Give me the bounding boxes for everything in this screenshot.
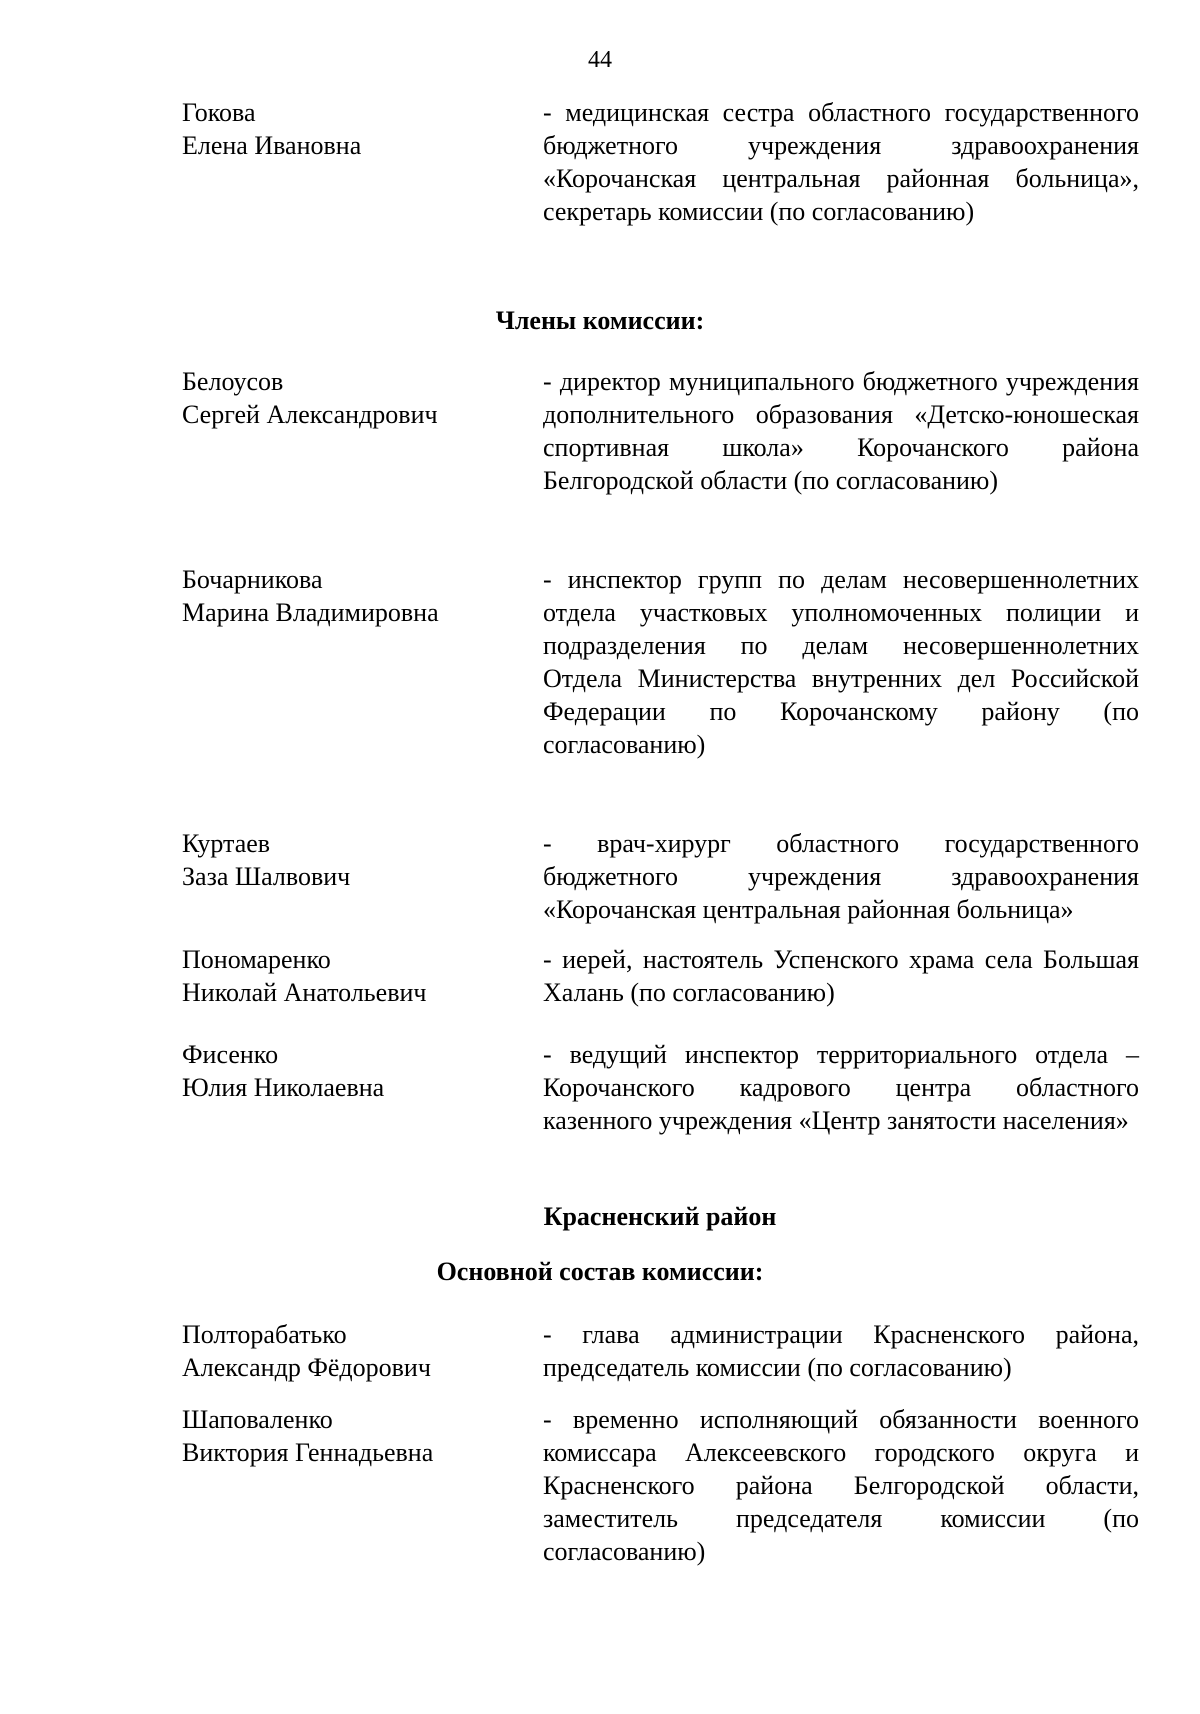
member-name: [182, 943, 512, 1009]
member-given-name: Заза Шалвович: [182, 862, 351, 891]
member-surname: Полторабатько: [182, 1320, 347, 1349]
district-heading: Красненский район: [543, 1202, 777, 1231]
member-name: [182, 563, 512, 629]
member-role: - медицинская сестра областного государственного бюджетного учреждения здравоохранения «Корочанская центральная районная больница», секретарь комиссии (по согласованию): [543, 98, 1139, 226]
member-given-name: Александр Фёдорович: [182, 1353, 431, 1382]
member-role: - директор муниципального бюджетного учреждения дополнительного образования «Детско-юношеская спортивная школа» Корочанского района Белгородской области (по согласованию): [543, 367, 1139, 495]
member-name: [182, 827, 512, 893]
member-surname: Белоусов: [182, 367, 284, 396]
member-role: - ведущий инспектор территориального отдела – Корочанского кадрового центра областного казенного учреждения «Центр занятости населения»: [543, 1040, 1139, 1135]
member-surname: Пономаренко: [182, 945, 331, 974]
member-given-name: Елена Ивановна: [182, 131, 362, 160]
main-composition-heading: Основной состав комиссии:: [436, 1257, 764, 1286]
member-given-name: Сергей Александрович: [182, 400, 438, 429]
member-role: - иерей, настоятель Успенского храма села Большая Халань (по согласованию): [543, 945, 1139, 1007]
member-given-name: Николай Анатольевич: [182, 978, 427, 1007]
member-surname: Шаповаленко: [182, 1405, 333, 1434]
member-given-name: Юлия Николаевна: [182, 1073, 385, 1102]
member-given-name: Марина Владимировна: [182, 598, 439, 627]
member-name: [182, 1318, 512, 1384]
member-role: - инспектор групп по делам несовершеннолетних отдела участковых уполномоченных полиции и подразделения по делам несовершеннолетних Отдела Министерства внутренних дел Российской Федерации по Корочанскому району (по согласованию): [543, 565, 1139, 759]
member-name: [182, 96, 512, 162]
member-given-name: Виктория Геннадьевна: [182, 1438, 434, 1467]
members-heading: Члены комиссии:: [495, 306, 705, 335]
member-name: [182, 1403, 512, 1469]
member-role: - временно исполняющий обязанности военного комиссара Алексеевского городского округа и Красненского района Белгородской области, заместитель председателя комиссии (по согласованию): [543, 1405, 1139, 1566]
member-name: [182, 1038, 512, 1104]
member-name: [182, 365, 512, 431]
member-surname: Куртаев: [182, 829, 271, 858]
member-surname: Гокова: [182, 98, 256, 127]
member-surname: Бочарникова: [182, 565, 323, 594]
member-surname: Фисенко: [182, 1040, 279, 1069]
member-role: - глава администрации Красненского района, председатель комиссии (по согласованию): [543, 1320, 1139, 1382]
page-number: 44: [588, 47, 612, 73]
member-role: - врач-хирург областного государственного бюджетного учреждения здравоохранения «Корочанская центральная районная больница»: [543, 829, 1139, 924]
